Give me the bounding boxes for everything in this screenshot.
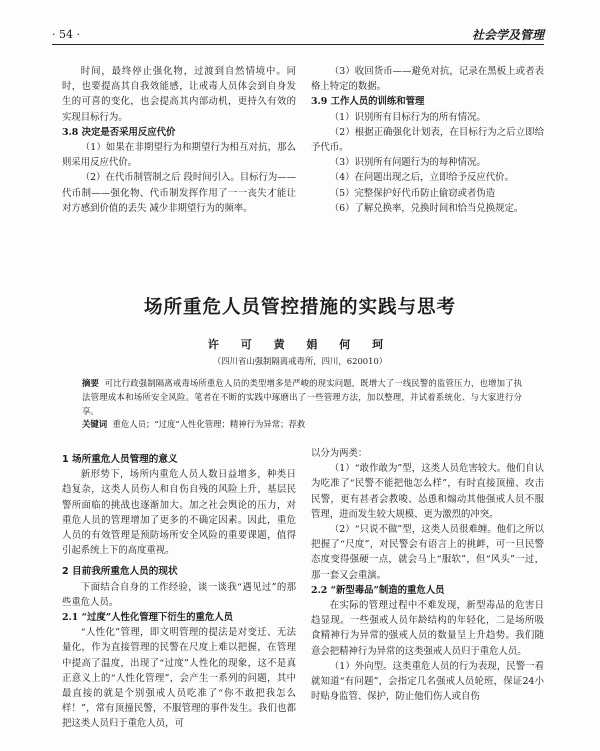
paragraph: 新形势下，场所内重危人员人数日益增多，种类日趋复杂，这类人员伤人和自伤自残的风险上升，基层民警所面临的挑战也逐渐加大。加之社会舆论的压力，对重危人员的管理增加了更多的不确定因素。因此，重危人员的有效管理是预防场所安全风险的重要课题，值得引起系统上下的高度重视。 (62, 469, 296, 557)
paragraph: （2）“只说不做”型，这类人员很难缠。他们之所以把握了“尺度”，对民警会有语言上的挑衅，可一旦民警态度变得强硬一点，就会马上“服软”，但“风头”一过，那一套又会重演。 (311, 524, 544, 581)
paragraph: 时间，最终停止强化物，过渡到自然情境中。同时，也要提高其自我效能感，让戒毒人员体会到自身发生的可喜的变化，也会提高其内部动机，更持久有效的实现目标行为。 (62, 66, 296, 123)
abstract-block (82, 377, 522, 432)
list-item: （1）识别所有目标行为的所有情况。 (329, 111, 486, 123)
paragraph: （1）外向型。这类重危人员的行为表现，民警一看就知道“有问题”，会指定几名强戒人员轮班，保证24小时贴身监管、保护，防止他们伤人或自伤 (311, 660, 544, 703)
paragraph: （1）如果在非期望行为和期望行为相互对抗，那么则采用反应代价。 (62, 142, 296, 169)
paragraph: 在实际的管理过程中不难发现，新型毒品的危害日趋显现。一些强戒人员年龄结构的年轻化，二是场所吸食精神行为异常的强戒人员的数量呈上升趋势。我们随意会把精神行为异常的这类强戒人员归于重危人员。 (311, 600, 544, 657)
body-right-column (311, 446, 544, 704)
list-item: （5）完整保护好代币防止偷窃或者伪造 (329, 187, 496, 199)
subsection-heading: 2.2 “新型毒品”制造的重危人员 (311, 584, 445, 596)
list-item: （6）了解兑换率，兑换时间和恰当兑换规定。 (329, 202, 524, 214)
list-item: （4）在问题出现之后，立即给予反应代价。 (329, 172, 514, 184)
paragraph: “人性化”管理，即文明管理的提法是对变迁、无法量化，作为直接管理的民警在尺度上难以把握，在管理中提高了温度，出现了“过度”人性化的现象，这不是真正意义上的“人性化管理”，会产生一系列的问题，其中最直接的就是个别强戒人员吃准了“你不敢把我怎么样！”，常有顶撞民警，不服管理的事件发生。我们也都把这类人员归于重危人员，可 (62, 627, 296, 730)
section-heading: 3.9 工作人员的训练和管理 (311, 96, 425, 108)
journal-name: 社会学及管理 (471, 28, 544, 42)
paragraph: （3）收回货币——避免对抗，记录在黑板上或者表格上特定的数据。 (311, 66, 544, 93)
article-title: 场所重危人员管控措施的实践与思考 (143, 297, 456, 318)
list-item: （3）识别所有问题行为的每种情况。 (329, 157, 486, 169)
top-left-column (62, 64, 296, 216)
top-right-column (311, 64, 544, 216)
paragraph: （2）在代币制管制之后 段时间引入。目标行为——代币制——强化物、代币制发挥作用了一一丧失才能让对方感到价值的丢失 减少非期望行为的频率。 (62, 172, 296, 214)
keywords-text: 重危人员；“过度”人性化管理；精神行为异常；荐救 (112, 419, 306, 430)
paragraph: 下面结合自身的工作经验，谈一谈我“遇见过”的那些重危人员。 (62, 581, 296, 608)
abstract-label: 摘要 (82, 378, 100, 388)
author-affiliation: （四川省山强制隔离戒毒所，四川，620010） (212, 356, 388, 366)
section-heading: 3.8 决定是否采用反应代价 (62, 126, 176, 138)
article-authors: 许 可 黄 娟 何 珂 (207, 338, 393, 351)
list-item: （2）根据正确强化计划表，在目标行为之后立即给予代币。 (311, 126, 544, 154)
keywords-label: 关键词 (82, 419, 108, 430)
section-heading: 2 目前我所重危人员的现状 (62, 566, 178, 578)
page-number: · 54 · (52, 28, 80, 41)
header-rule (52, 44, 544, 45)
body-left-column (62, 446, 296, 732)
section-heading: 1 场所重危人员管理的意义 (62, 454, 178, 465)
subsection-heading: 2.1 “过度”人性化管理下衍生的重危人员 (62, 612, 233, 624)
abstract-text: 可比行政强制隔离戒毒场所重危人员的类型增多是严峻的现实问题，既增大了一线民警的监管压力，也增加了执法管理成本和场所安全风险。笔者在不断的实践中琢磨出了一些管理方法，加以整理，并试着系统化、与大家进行分享。 (82, 378, 523, 416)
paragraph: 以分为两类： (311, 448, 368, 459)
paragraph: （1）“敢作敢为”型，这类人员危害较大。他们自认为吃准了“民警不能把他怎么样”，有时直接顶撞、攻击民警，更有甚者会教唆、怂恿和煽动其他强戒人员不服管理，进而发生较大规模、更为激烈的冲突。 (311, 463, 544, 520)
